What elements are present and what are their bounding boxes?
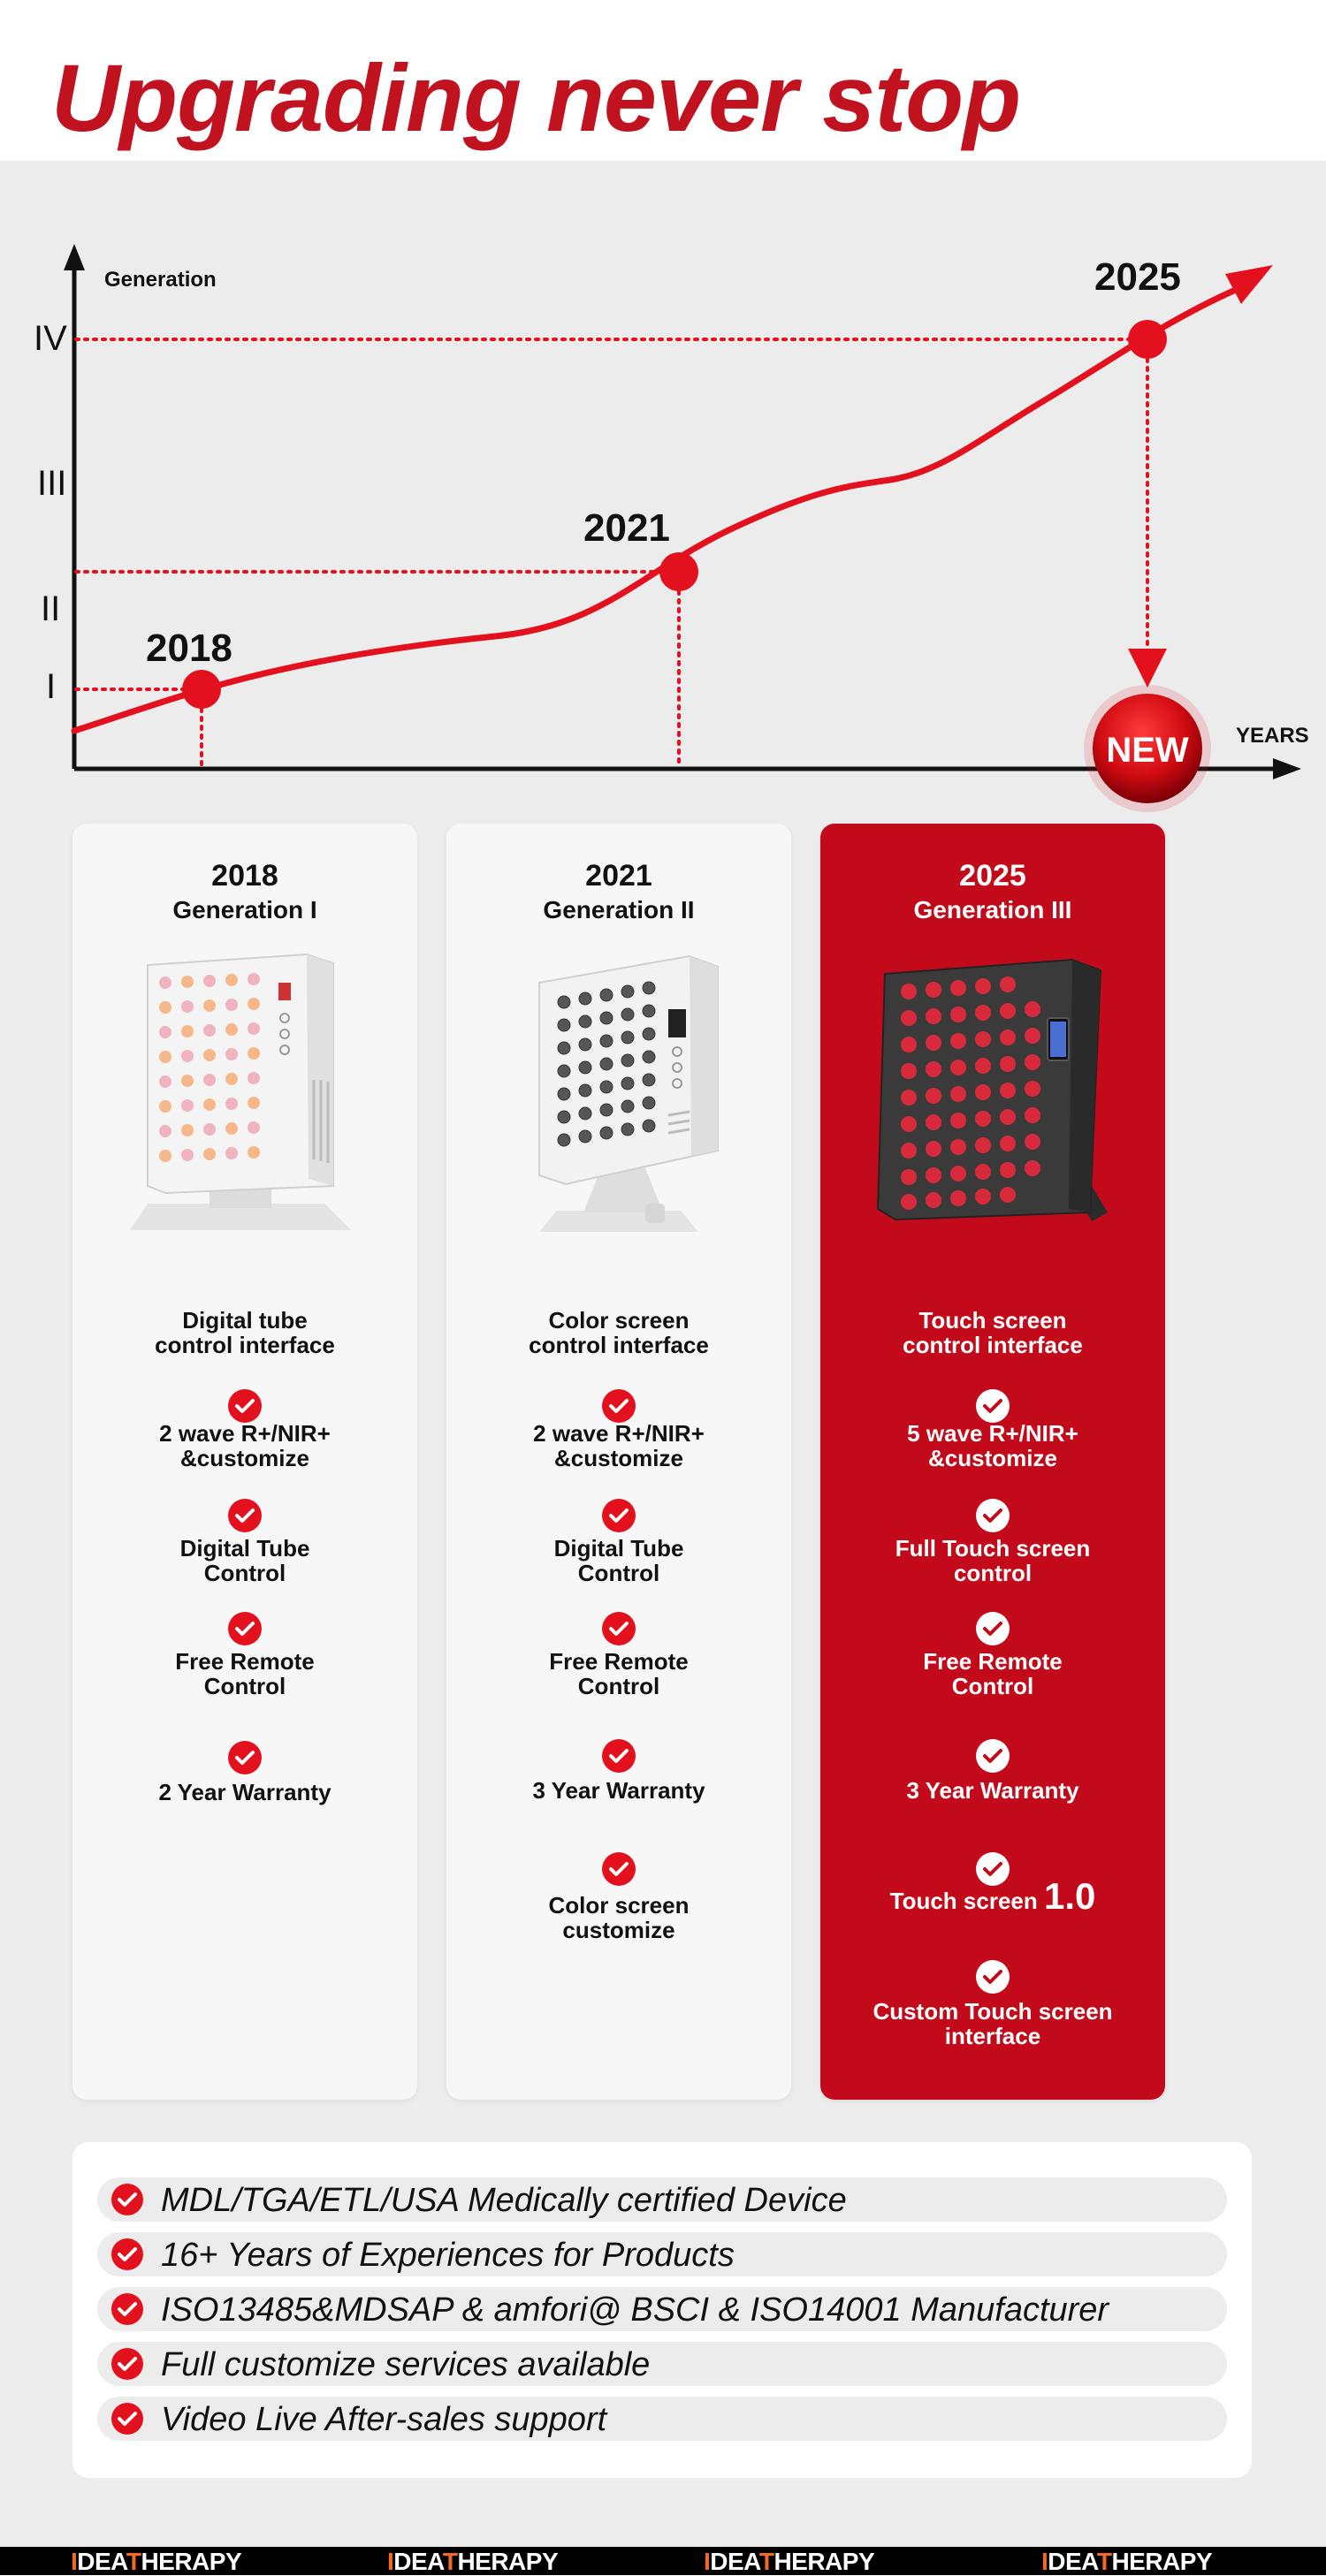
x-axis-label: YEARS [1236, 724, 1309, 748]
device-image-generation-i [112, 947, 377, 1248]
brand-footer [0, 2547, 1326, 2575]
header-band [0, 0, 1326, 161]
check-icon [976, 1389, 1010, 1423]
card-year: 2025 [959, 859, 1026, 893]
card-generation: Generation II [543, 896, 695, 923]
card-generation: Generation III [913, 896, 1072, 923]
device-image-generation-iii [860, 947, 1125, 1248]
y-axis-label: Generation [104, 268, 217, 292]
card-generation-iii [820, 824, 1165, 2100]
check-icon [976, 1852, 1010, 1886]
card-interface-label: Color screen control interface [529, 1307, 709, 1358]
feature-warranty: 3 Year Warranty [906, 1777, 1079, 1804]
milestone-label-2025: 2025 [1094, 255, 1181, 299]
feature-color-screen: Color screen customize [548, 1892, 690, 1943]
page-title: Upgrading never stop [51, 44, 1021, 151]
benefit-text: 16+ Years of Experiences for Products [161, 2237, 735, 2274]
check-icon [602, 1852, 636, 1886]
benefit-text: Video Live After-sales support [161, 2401, 607, 2438]
card-generation-i [72, 824, 417, 2100]
brand-logo: IDEATHERAPY [387, 2548, 559, 2575]
check-icon [602, 1612, 636, 1645]
benefit-item [97, 2342, 1227, 2386]
check-icon [111, 2348, 143, 2380]
level-label-iii: III [37, 464, 67, 503]
check-icon [976, 1739, 1010, 1773]
check-icon [111, 2293, 143, 2325]
x-axis-arrow [1273, 758, 1301, 779]
feature-warranty: 3 Year Warranty [532, 1777, 705, 1804]
benefit-text: MDL/TGA/ETL/USA Medically certified Device [161, 2182, 847, 2219]
milestone-label-2021: 2021 [583, 506, 670, 550]
check-icon [602, 1739, 636, 1773]
check-icon [602, 1499, 636, 1532]
feature-custom-interface: Custom Touch screen interface [873, 1998, 1113, 2049]
feature-wave: 5 wave R+/NIR+ &customize [907, 1420, 1078, 1471]
card-year: 2021 [585, 859, 652, 893]
card-interface-label: Digital tube control interface [155, 1307, 335, 1358]
level-label-ii: II [41, 589, 61, 628]
feature-control: Full Touch screen control [895, 1535, 1091, 1586]
level-label-i: I [46, 667, 57, 706]
check-icon [976, 1960, 1010, 1994]
feature-warranty: 2 Year Warranty [158, 1779, 332, 1805]
check-icon [602, 1389, 636, 1423]
brand-logo: IDEATHERAPY [704, 2548, 875, 2575]
brand-logo: IDEATHERAPY [71, 2548, 242, 2575]
feature-control: Digital Tube Control [553, 1535, 684, 1586]
milestone-dot-2025 [1128, 320, 1167, 359]
check-icon [228, 1389, 262, 1423]
new-arrowhead [1128, 649, 1167, 688]
brand-logo: IDEATHERAPY [1041, 2548, 1213, 2575]
device-image-generation-ii [486, 947, 751, 1248]
generation-timeline [0, 161, 1326, 832]
benefit-item [97, 2177, 1227, 2222]
card-generation-ii [446, 824, 791, 2100]
feature-wave: 2 wave R+/NIR+ &customize [533, 1420, 705, 1471]
growth-arrowhead [1225, 265, 1273, 304]
feature-wave: 2 wave R+/NIR+ &customize [159, 1420, 331, 1471]
check-icon [976, 1499, 1010, 1532]
benefit-item [97, 2287, 1227, 2331]
touch-screen-version: 1.0 [1043, 1875, 1096, 1917]
benefits-panel [72, 2142, 1252, 2478]
feature-remote: Free Remote Control [549, 1648, 689, 1699]
benefit-text: ISO13485&MDSAP & amfori@ BSCI & ISO14001 Manufacturer [161, 2291, 1109, 2329]
feature-touch-screen: Touch screen 1.0 [889, 1875, 1096, 1917]
card-generation: Generation I [172, 896, 317, 923]
milestone-dot-2021 [659, 552, 698, 591]
benefit-text: Full customize services available [161, 2346, 651, 2383]
y-axis-arrow [64, 244, 85, 270]
check-icon [228, 1612, 262, 1645]
benefit-item [97, 2232, 1227, 2276]
feature-remote: Free Remote Control [923, 1648, 1063, 1699]
feature-remote: Free Remote Control [175, 1648, 315, 1699]
card-interface-label: Touch screen control interface [903, 1307, 1083, 1358]
card-year: 2018 [211, 859, 278, 893]
check-icon [111, 2184, 143, 2215]
feature-control: Digital Tube Control [179, 1535, 310, 1586]
generation-cards [72, 824, 1252, 2100]
new-badge-label: NEW [1106, 731, 1189, 770]
check-icon [228, 1741, 262, 1774]
check-icon [976, 1612, 1010, 1645]
milestone-label-2018: 2018 [146, 627, 232, 670]
check-icon [111, 2238, 143, 2270]
level-label-iv: IV [34, 319, 67, 358]
check-icon [111, 2403, 143, 2435]
milestone-dot-2018 [182, 670, 221, 709]
benefit-item [97, 2397, 1227, 2441]
check-icon [228, 1499, 262, 1532]
